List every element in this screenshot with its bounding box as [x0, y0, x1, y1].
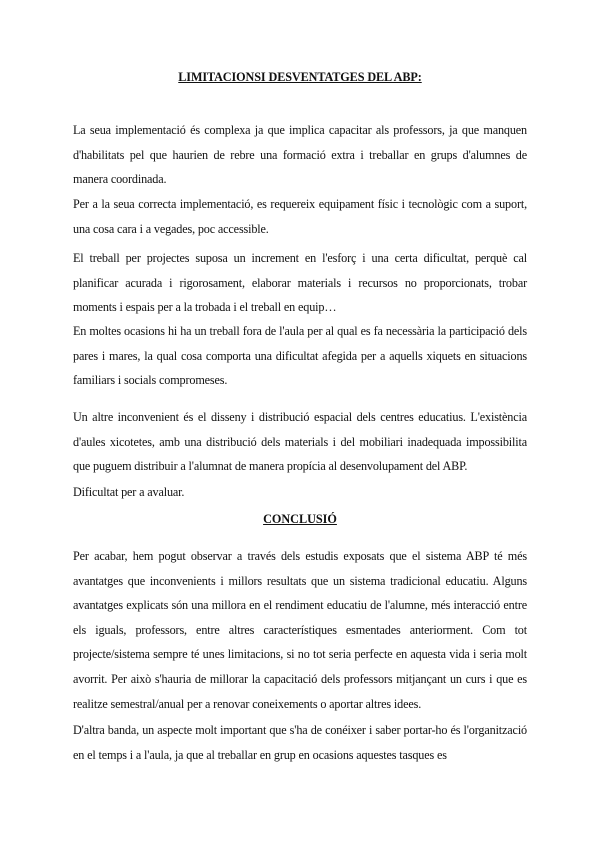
paragraph-conclusion-1: Per acabar, hem pogut observar a través dels estudis exposats que el sistema ABP té més avantatges que inconvenients i millors resultats que un sistema tradicional educatiu. Alguns avantatges explicats són una millora en el rendiment educatiu de l'alumne, més interacció entre els iguals, professors, entre altres característiques esmentades anteriorment. Com tot projecte/sistema sempre té unes limitacions, si no tot seria perfecte en aquesta vida i seria molt avorrit. Per això s'hauria de millorar la capacitació dels professors mitjançant un curs i que es realitze semestral/anual per a renovar coneixements o aportar altres idees. [73, 549, 527, 711]
paragraph-effort: El treball per projectes suposa un increment en l'esforç i una certa dificultat, perquè cal planificar acurada i rigorosament, elaborar materials i recursos no proporcionats, trobar moments i espais per a la trobada i el treball en equip… [73, 251, 527, 315]
conclusion-heading: CONCLUSIÓ [263, 512, 337, 526]
paragraph-parents: En moltes ocasions hi ha un treball fora de l'aula per al qual es fa necessària la participació dels pares i mares, la qual cosa comporta una dificultat afegida per a aquells xiquets en situacions familiars i socials compromeses. [73, 324, 527, 388]
paragraph-implementation: La seua implementació és complexa ja que implica capacitar als professors, ja que manquen d'habilitats pel que haurien de rebre una formació extra i treballar en grups d'alumnes de manera coordinada. [73, 123, 527, 187]
page-title: LIMITACIONSI DESVENTATGES DEL ABP: [178, 70, 422, 84]
paragraph-equipment: Per a la seua correcta implementació, es requereix equipament físic i tecnològic com a suport, una cosa cara i a vegades, poc accessible. [73, 197, 527, 236]
paragraph-space: Un altre inconvenient és el disseny i distribució espacial dels centres educatius. L'existència d'aules xicotetes, amb una distribució dels materials i del mobiliari inadequada impossibilita que puguem distribuir a l'alumnat de manera propícia al desenvolupament del ABP. [73, 410, 527, 474]
paragraph-conclusion-2: D'altra banda, un aspecte molt important que s'ha de conéixer i saber portar-ho és l'organització en el temps i a l'aula, ja que al treballar en grup en ocasions aquestes tasques es [73, 723, 527, 762]
paragraph-evaluation: Dificultat per a avaluar. [73, 485, 185, 499]
